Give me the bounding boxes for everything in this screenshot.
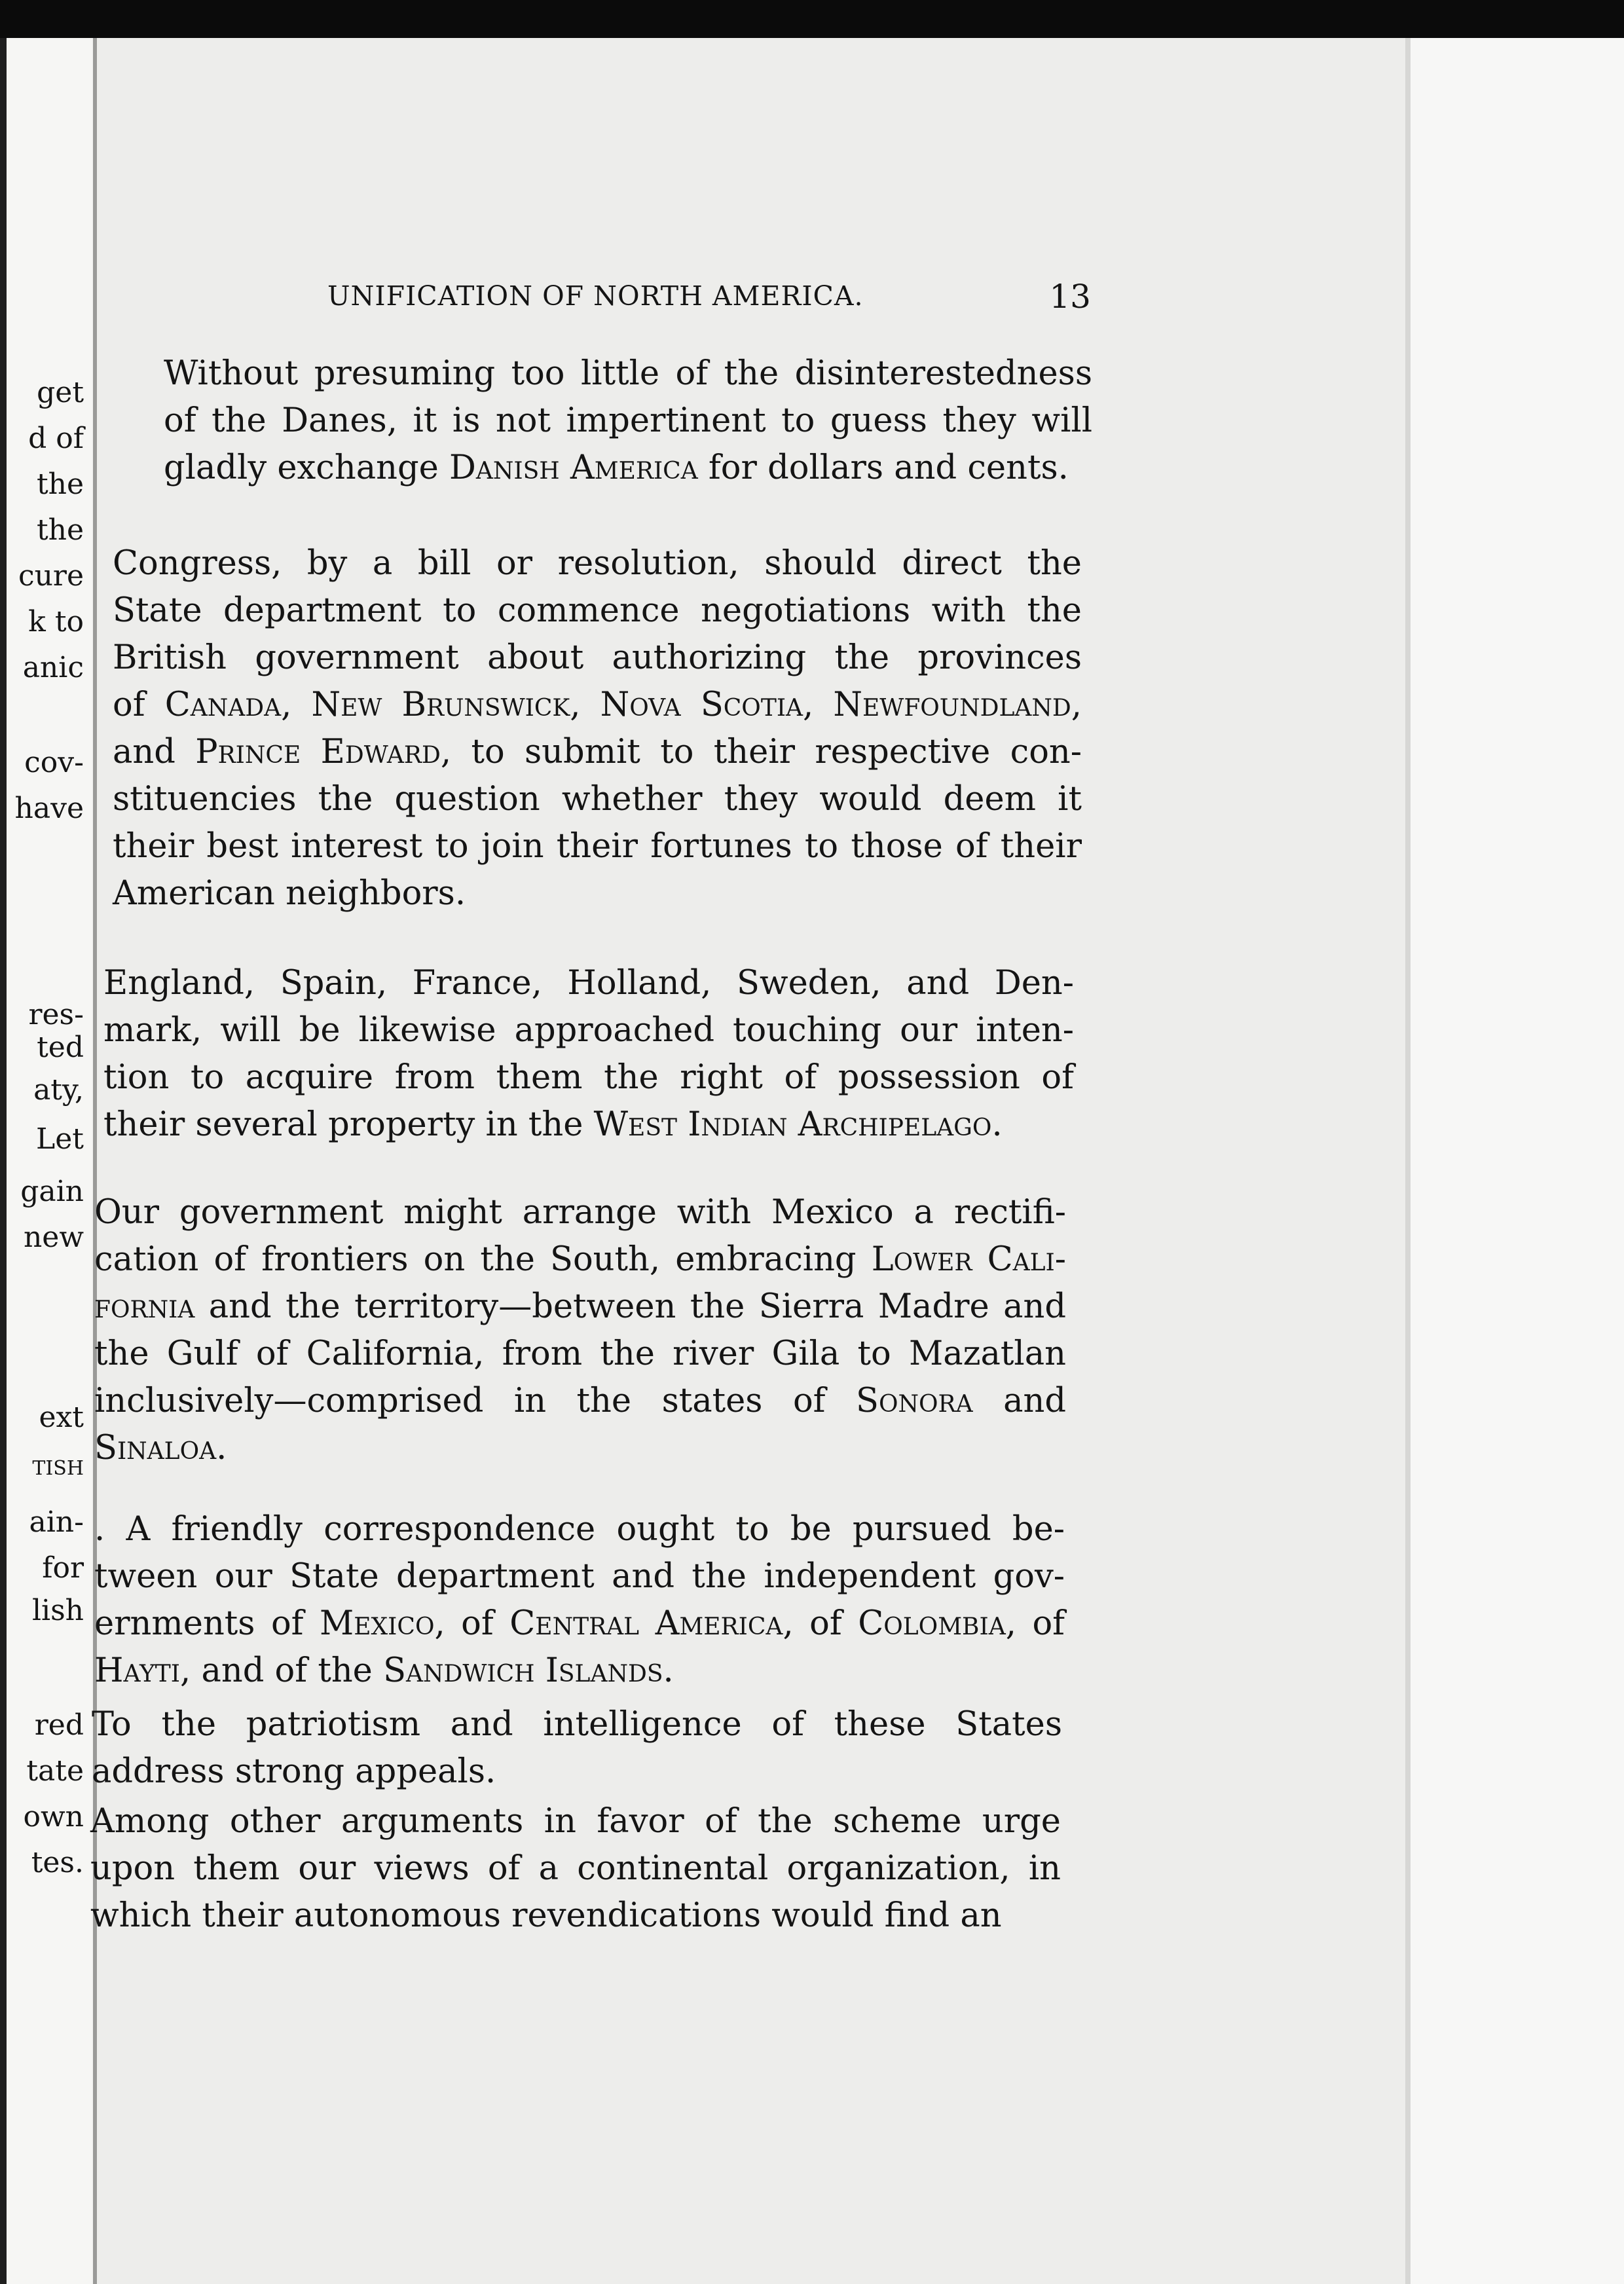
small-caps-term: Central America xyxy=(509,1604,783,1643)
text-run: , xyxy=(1071,686,1082,724)
left-page-fragment: TISH xyxy=(32,1457,84,1480)
text-run: England, Spain, France, Holland, Sweden, and Den- xyxy=(103,964,1074,1003)
text-line xyxy=(164,445,1092,492)
small-caps-term: New Brunswick xyxy=(311,686,570,724)
left-page-fragment: k to xyxy=(28,605,84,638)
left-page-fragment: the xyxy=(36,468,84,501)
scan-left-edge xyxy=(0,38,7,2284)
text-run: . xyxy=(663,1651,674,1690)
text-run: To the patriotism and intelligence of these States xyxy=(92,1705,1062,1744)
small-caps-term: Danish America xyxy=(449,449,698,487)
text-line xyxy=(113,635,1082,682)
left-page-fragment: ext xyxy=(39,1401,84,1434)
text-run: Among other arguments in favor of the scheme urge xyxy=(90,1802,1061,1841)
text-run: , xyxy=(281,686,312,724)
left-page-fragment: new xyxy=(23,1221,84,1254)
small-caps-term: Prince Edward xyxy=(195,733,441,771)
text-run: . xyxy=(216,1429,227,1467)
text-run: stituencies the question whether they would deem it xyxy=(113,780,1082,819)
left-page-fragment: Let xyxy=(36,1122,84,1156)
text-run: Without presuming too little of the disinterestedness xyxy=(164,354,1092,393)
text-line xyxy=(113,682,1082,729)
text-run: . A friendly correspondence ought to be pursued be- xyxy=(94,1510,1065,1549)
text-line xyxy=(94,1425,1066,1472)
text-line xyxy=(94,1236,1066,1283)
text-run: of xyxy=(113,686,165,724)
small-caps-term: West Indian Archipelago xyxy=(593,1105,992,1144)
small-caps-term: Newfoundland xyxy=(833,686,1071,724)
text-line xyxy=(90,1892,1061,1940)
small-caps-term: Canada xyxy=(164,686,282,724)
body-paragraph xyxy=(113,540,1082,917)
left-page-fragment: cov- xyxy=(24,746,84,779)
text-run: , xyxy=(803,686,834,724)
text-run: . xyxy=(991,1105,1003,1144)
text-run: , of xyxy=(434,1604,510,1643)
small-caps-term: Nova Scotia xyxy=(600,686,803,724)
body-paragraph xyxy=(92,1701,1062,1796)
running-header xyxy=(327,280,1100,320)
text-line xyxy=(113,587,1082,635)
text-run: , xyxy=(570,686,600,724)
text-run: inclusively—comprised in the states of xyxy=(94,1382,857,1420)
left-page-fragment: own xyxy=(23,1800,84,1833)
text-run: their several property in the xyxy=(103,1105,594,1144)
text-run: , of xyxy=(1005,1604,1065,1643)
text-run: and xyxy=(113,733,196,771)
left-page-fragment: res- xyxy=(28,998,84,1031)
left-page-fragment: tate xyxy=(26,1754,84,1788)
text-line xyxy=(103,1054,1074,1101)
text-line xyxy=(94,1378,1066,1425)
small-caps-term: Sonora xyxy=(856,1382,973,1420)
body-paragraph xyxy=(94,1189,1066,1472)
body-paragraph xyxy=(90,1798,1061,1940)
text-run: Congress, by a bill or resolution, should direct the xyxy=(113,544,1082,583)
body-paragraph xyxy=(103,960,1074,1149)
left-page-fragment: anic xyxy=(22,651,84,684)
text-run: American neighbors. xyxy=(113,874,466,913)
left-page-fragment: get xyxy=(37,376,84,409)
left-page-fragment: the xyxy=(36,513,84,547)
left-page-fragment: gain xyxy=(20,1175,84,1208)
small-caps-term: Sandwich Islands xyxy=(383,1651,663,1690)
text-run: the Gulf of California, from the river Gila to Mazatlan xyxy=(94,1335,1066,1373)
text-run: Our government might arrange with Mexico a rectifi- xyxy=(94,1193,1066,1232)
text-run: and xyxy=(972,1382,1066,1420)
text-line xyxy=(103,960,1074,1007)
text-run: which their autonomous revendications would find an xyxy=(90,1896,1002,1935)
left-page-fragment: cure xyxy=(18,559,84,593)
text-line xyxy=(94,1553,1065,1600)
facing-page-fragment xyxy=(7,38,92,2284)
text-run: their best interest to join their fortunes to those of their xyxy=(113,827,1082,866)
text-run: and the territory—between the Sierra Madre and xyxy=(194,1287,1066,1326)
left-page-fragment: ted xyxy=(37,1031,84,1064)
left-page-fragment: tes. xyxy=(31,1846,84,1879)
text-line xyxy=(164,397,1092,445)
text-line xyxy=(94,1600,1065,1648)
text-line xyxy=(103,1007,1074,1054)
small-caps-term: fornia xyxy=(94,1287,195,1326)
text-run: , and of the xyxy=(180,1651,384,1690)
left-page-fragment: red xyxy=(34,1708,84,1742)
scan-top-border xyxy=(0,0,1624,38)
text-line xyxy=(113,540,1082,587)
left-page-fragment: lish xyxy=(31,1594,84,1627)
text-line xyxy=(92,1748,1062,1796)
text-run: mark, will be likewise approached touching our inten- xyxy=(103,1011,1074,1050)
scan-background xyxy=(1411,38,1624,2284)
body-paragraph xyxy=(94,1506,1065,1695)
text-line xyxy=(113,870,1082,917)
text-line xyxy=(113,823,1082,870)
left-page-fragment: for xyxy=(42,1551,84,1585)
small-caps-term: Colombia xyxy=(858,1604,1006,1643)
left-page-fragment: aty, xyxy=(33,1073,84,1107)
text-line xyxy=(94,1648,1065,1695)
text-run: address strong appeals. xyxy=(92,1752,496,1791)
left-page-fragment: ain- xyxy=(29,1505,84,1539)
left-page-fragment: d of xyxy=(28,422,84,455)
text-run: upon them our views of a continental organization, in xyxy=(90,1849,1061,1888)
text-line xyxy=(164,350,1092,397)
small-caps-term: Lower Cali- xyxy=(871,1240,1067,1279)
text-line xyxy=(113,776,1082,823)
text-run: State department to commence negotiations with the xyxy=(113,591,1082,630)
text-run: British government about authorizing the provinces xyxy=(113,638,1082,677)
body-paragraph xyxy=(164,350,1092,492)
text-line xyxy=(90,1845,1061,1892)
left-page-fragment: have xyxy=(14,792,84,825)
running-title: UNIFICATION OF NORTH AMERICA. xyxy=(327,280,864,312)
text-line xyxy=(92,1701,1062,1748)
text-run: , to submit to their respective con- xyxy=(440,733,1082,771)
text-line xyxy=(94,1189,1066,1236)
small-caps-term: Hayti xyxy=(94,1651,181,1690)
text-run: tween our State department and the independent gov- xyxy=(94,1557,1065,1596)
small-caps-term: Sinaloa xyxy=(94,1429,217,1467)
text-run: ernments of xyxy=(94,1604,320,1643)
text-line xyxy=(94,1283,1066,1331)
text-run: , of xyxy=(783,1604,858,1643)
page-number: 13 xyxy=(1049,278,1091,316)
text-run: tion to acquire from them the right of possession of xyxy=(103,1058,1074,1097)
text-line xyxy=(94,1506,1065,1553)
text-run: cation of frontiers on the South, embracing xyxy=(94,1240,872,1279)
text-line xyxy=(113,729,1082,776)
text-run: of the Danes, it is not impertinent to guess they will xyxy=(164,401,1092,440)
small-caps-term: Mexico xyxy=(320,1604,435,1643)
page-edge xyxy=(1405,38,1411,2284)
text-run: gladly exchange xyxy=(164,449,449,487)
text-line xyxy=(103,1101,1074,1149)
text-line xyxy=(90,1798,1061,1845)
text-run: for dollars and cents. xyxy=(697,449,1069,487)
text-line xyxy=(94,1331,1066,1378)
